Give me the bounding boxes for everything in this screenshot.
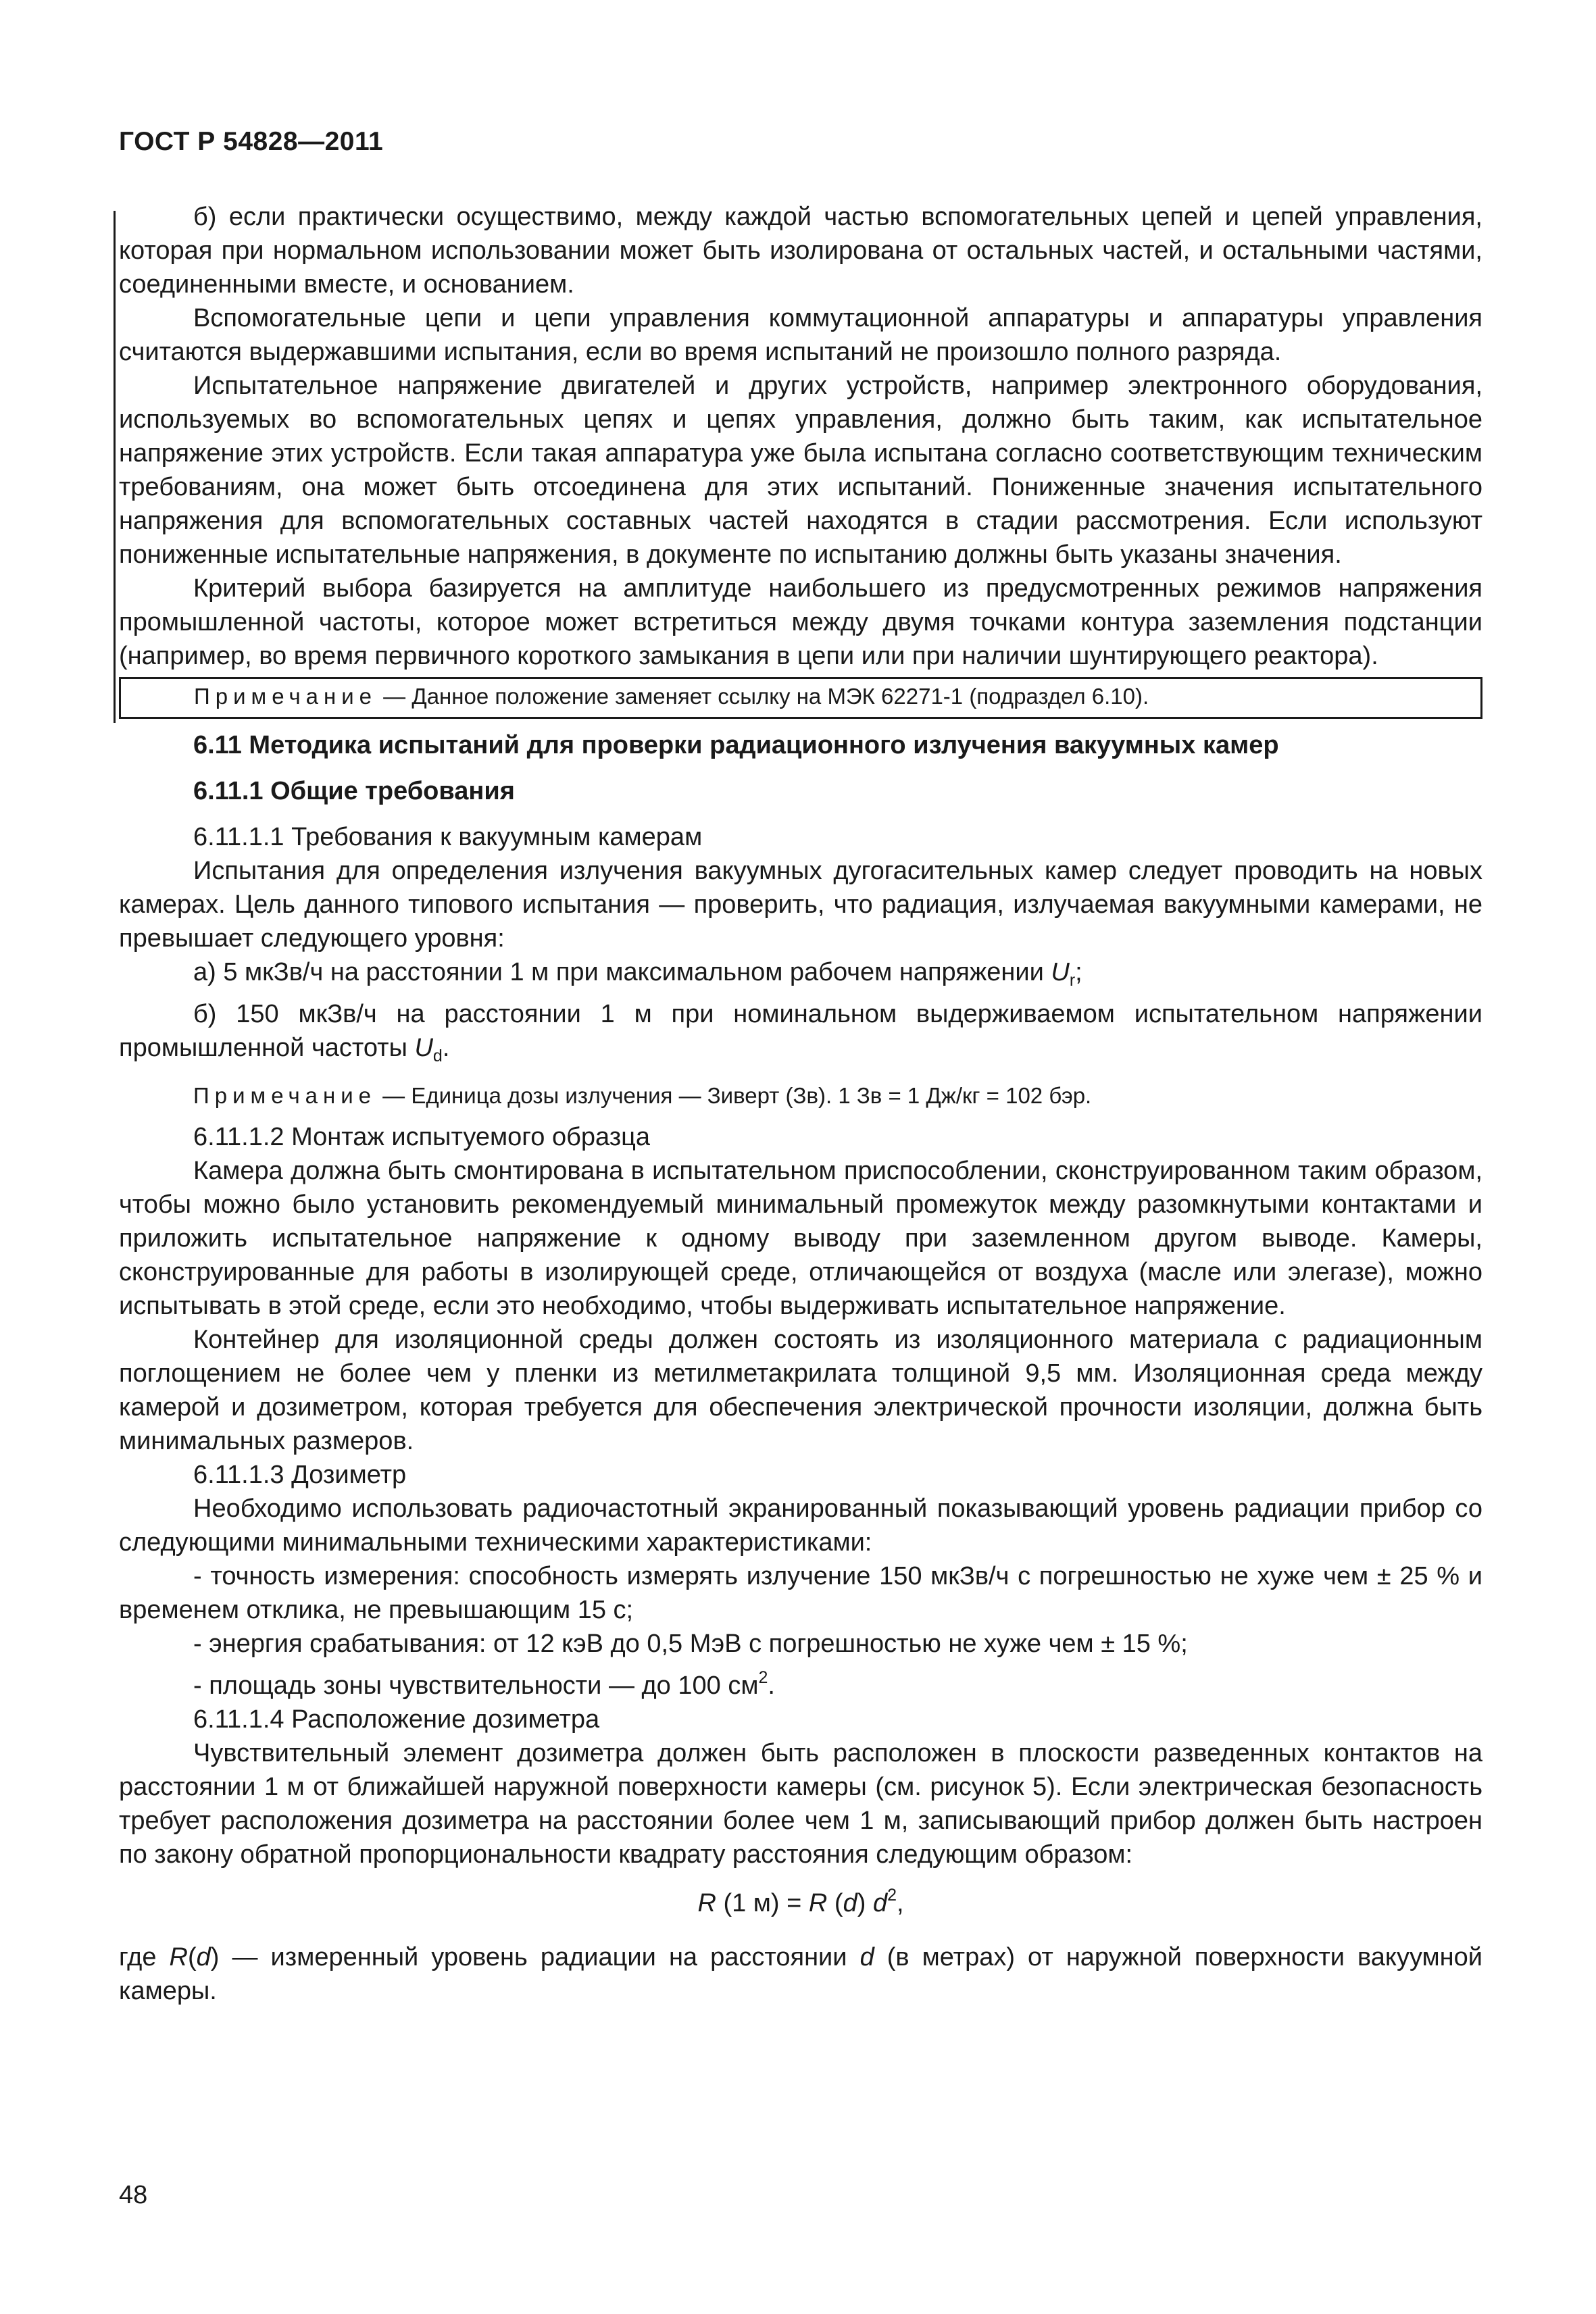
page-number: 48 [119,2181,148,2209]
paragraph: Контейнер для изоляционной среды должен состоять из изоляционного материала с радиационным поглощением не более чем у пленки из метилметакрилата толщиной 9,5 мм. Изоляционная среда между камерой и дозиметром, которая требуется для обеспечения электрической прочности изоляции, должна быть минимальных размеров. [119,1326,1482,1455]
clause-heading: 6.11.1.3 Дозиметр [193,1461,407,1489]
paragraph: б) если практически осуществимо, между каждой частью вспомогательных цепей и цепей управления, которая при нормальном использовании может быть изолирована от остальных частей, и остальными частями, соединенными вместе, и основанием. [119,203,1482,299]
paragraph: Вспомогательные цепи и цепи управления коммутационной аппаратуры и аппаратуры управления считаются выдержавшими испытания, если во время испытаний не произошло полного разряда. [119,304,1482,366]
symbol-r: R [808,1889,828,1917]
symbol-u: U [414,1034,433,1062]
where-text: (в метрах) от наружной поверхности вакуумной камеры. [119,1943,1482,2005]
formula-text: ( [827,1889,843,1917]
note-label: Примечание [193,1083,377,1108]
document-header: ГОСТ Р 54828—2011 [119,127,384,156]
section-heading: 6.11 Методика испытаний для проверки радиационного излучения вакуумных камер [193,731,1279,759]
note-text: — Данное положение заменяет ссылку на МЭК 62271-1 (подраздел 6.10). [377,684,1149,709]
note-box [119,677,1482,719]
paragraph: Испытания для определения излучения вакуумных дугогасительных камер следует проводить на новых камерах. Цель данного типового испытания — проверить, что радиация, излучаемая вакуумными камерами, не превышает следующего уровня: [119,857,1482,953]
list-item-a [119,955,1482,997]
symbol-d: d [859,1943,874,1971]
dash-item: - энергия срабатывания: от 12 кэВ до 0,5 МэВ с погрешностью не хуже чем ± 15 %; [193,1630,1188,1658]
symbol-r: R [169,1943,188,1971]
subscript: r [1069,971,1076,990]
clause-heading: 6.11.1.4 Расположение дозиметра [193,1705,600,1734]
where-text: ( [187,1943,197,1971]
paragraph: Необходимо использовать радиочастотный экранированный показывающий уровень радиации прибор со следующими минимальными техническими характеристиками: [119,1494,1482,1557]
symbol-d: d [843,1889,857,1917]
paragraph: Камера должна быть смонтирована в испытательном приспособлении, сконструированном таким образом, чтобы можно было установить рекомендуемый минимальный промежуток между разомкнутыми контактами и приложить испытательное напряжение к одному выводу при заземленном другом выводе. Камеры, сконструированные для работы в изолирующей среде, отличающейся от воздуха (масле или элегазе), можно испытывать в этой среде, если это необходимо, чтобы выдерживать испытательное напряжение. [119,1157,1482,1320]
dash-item-text: - площадь зоны чувствительности — до 100 см [193,1671,759,1700]
note-label: Примечание [194,684,378,709]
formula-text: ) [857,1889,873,1917]
paragraph: Критерий выбора базируется на амплитуде наибольшего из предусмотренных режимов напряжения промышленной частоты, которое может встретиться между двумя точками контура заземления подстанции (например, во время первичного короткого замыкания в цепи или при наличии шунтирующего реактора). [119,574,1482,670]
dash-item [119,1661,1482,1703]
note-text: — Единица дозы излучения — Зиверт (Зв). 1 Зв = 1 Дж/кг = 102 бэр. [376,1083,1092,1108]
punctuation: . [768,1671,775,1700]
clause-heading: 6.11.1.1 Требования к вакуумным камерам [193,823,703,851]
punctuation: . [442,1034,450,1062]
punctuation: ; [1075,958,1082,986]
note [119,1081,1482,1111]
page-content [119,200,1482,2008]
list-item-text: а) 5 мкЗв/ч на расстоянии 1 м при максимальном рабочем напряжении [193,958,1051,986]
where-text: где [119,1943,170,1971]
superscript: 2 [887,1886,897,1905]
list-item-text: б) 150 мкЗв/ч на расстоянии 1 м при номинальном выдерживаемом испытательном напряжении промышленной частоты [119,1000,1482,1062]
where-paragraph [119,1940,1482,2008]
formula [119,1878,1482,1920]
formula-text: (1 м) = [716,1889,809,1917]
symbol-r: R [697,1889,716,1917]
clause-heading: 6.11.1.2 Монтаж испытуемого образца [193,1123,651,1151]
where-text: ) [210,1943,220,1971]
punctuation: , [896,1889,904,1917]
list-item-b [119,997,1482,1073]
change-bar [114,211,116,723]
paragraph: Чувствительный элемент дозиметра должен быть расположен в плоскости разведенных контактов на расстоянии 1 м от ближайшей наружной поверхности камеры (см. рисунок 5). Если электрическая безопасность требует расположения дозиметра на расстоянии более чем 1 м, записывающий прибор должен быть настроен по закону обратной пропорциональности квадрату расстояния следующим образом: [119,1739,1482,1869]
symbol-d: d [196,1943,211,1971]
superscript: 2 [758,1668,768,1687]
symbol-u: U [1051,958,1070,986]
subscript: d [432,1047,443,1065]
paragraph: Испытательное напряжение двигателей и других устройств, например электронного оборудования, используемых во вспомогательных цепях и цепях управления, должно быть таким, как испытательное напряжение этих устройств. Если такая аппаратура уже была испытана согласно соответствующим техническим требованиям, она может быть отсоединена для этих испытаний. Пониженные значения испытательного напряжения для вспомогательных составных частей находятся в стадии рассмотрения. Если используют пониженные испытательные напряжения, в документе по испытанию должны быть указаны значения. [119,372,1482,569]
subsection-heading: 6.11.1 Общие требования [193,777,515,805]
dash-item: - точность измерения: способность измерять излучение 150 мкЗв/ч с погрешностью не хуже чем ± 25 % и временем отклика, не превышающим 15 с; [119,1562,1482,1624]
symbol-d: d [872,1889,888,1917]
where-text: — измеренный уровень радиации на расстоянии [219,1943,860,1971]
